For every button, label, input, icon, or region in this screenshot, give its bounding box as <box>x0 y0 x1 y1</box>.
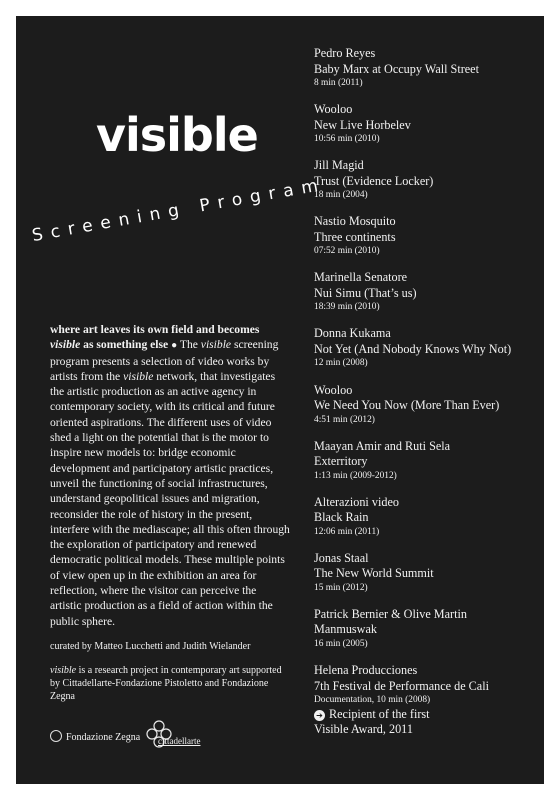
work-duration: 15 min (2012) <box>314 582 368 593</box>
artist-name: Jill Magid <box>314 158 364 173</box>
work-title: Baby Marx at Occupy Wall Street <box>314 61 479 76</box>
award-line-1 <box>314 707 540 723</box>
screening-item <box>314 158 540 202</box>
poster <box>16 16 544 784</box>
artist-name: Nastio Mosquito <box>314 214 396 229</box>
screening-item <box>314 439 540 483</box>
work-title: Trust (Evidence Locker) <box>314 173 434 188</box>
work-title: We Need You Now (More Than Ever) <box>314 398 500 413</box>
intro-lead-text: where art leaves its own field and becomes <box>50 323 260 336</box>
screening-item <box>314 270 540 314</box>
intro-italic-word: visible <box>200 338 232 352</box>
arrow-right-icon: ➔ <box>314 710 325 721</box>
work-title: Manmuswak <box>314 622 377 637</box>
screening-list <box>314 46 540 750</box>
fondazione-zegna-logo <box>50 730 140 743</box>
artist-name: Marinella Senatore <box>314 270 408 285</box>
artist-name: Maayan Amir and Ruti Sela <box>314 438 451 453</box>
screening-item <box>314 663 540 738</box>
intro-paragraph <box>50 322 290 629</box>
artist-name: Pedro Reyes <box>314 46 376 60</box>
intro-lead-end: as something else <box>83 338 169 352</box>
screening-item <box>314 551 540 595</box>
curators-credit: curated by Matteo Lucchetti and Judith Wielander <box>50 641 251 652</box>
screening-item <box>314 102 540 146</box>
work-duration: 1:13 min (2009-2012) <box>314 470 397 481</box>
artist-name: Alterazioni video <box>314 494 399 509</box>
artist-name: Patrick Bernier & Olive Martin <box>314 606 467 621</box>
cittadellarte-logo-text: cittadellarte <box>158 736 201 746</box>
work-title: Exterritory <box>314 454 368 469</box>
work-title: New Live Horbelev <box>314 117 411 132</box>
work-duration: 07:52 min (2010) <box>314 246 380 257</box>
work-duration: 10:56 min (2010) <box>314 134 380 145</box>
work-duration: 16 min (2005) <box>314 638 368 649</box>
work-duration: 18 min (2004) <box>314 190 368 201</box>
work-title: Black Rain <box>314 510 369 525</box>
poster-subtitle: Screening Program <box>30 174 328 246</box>
work-title: Not Yet (And Nobody Knows Why Not) <box>314 341 512 356</box>
intro-text-start: The <box>179 338 198 352</box>
work-duration: 12:06 min (2011) <box>314 526 380 537</box>
bullet-icon: ● <box>171 340 178 352</box>
work-title: Nui Simu (That’s us) <box>314 285 417 300</box>
screening-item <box>314 214 540 258</box>
screening-item <box>314 383 540 427</box>
sponsor-logos <box>50 716 310 756</box>
work-duration: 8 min (2011) <box>314 78 363 88</box>
work-duration: 4:51 min (2012) <box>314 414 375 425</box>
cittadellarte-logo <box>142 716 222 752</box>
zegna-emblem-icon <box>50 730 62 742</box>
artist-name: Helena Producciones <box>314 663 418 678</box>
work-title: 7th Festival de Performance de Cali <box>314 678 489 693</box>
screening-item <box>314 46 540 90</box>
screening-item <box>314 326 540 370</box>
about-italic: visible <box>50 665 77 676</box>
intro-italic-network: visible <box>123 369 154 383</box>
intro-text-body: network, that investigates the artistic production as an active agency in contemporary society, with its critical and future oriented aspirations. The different uses of video shed a light on the potential that is the motor to inspire new models to: bridge economic development and participatory artistic practices, unveil the functioning of social infrastructures, understand geopolitical issues and migration, reconsider the role of history in the present, interfere with the mediascape; all this often through the exploration of participatory and renewed democratic political models. These multiple points of view open up in the exhibition an area for reflection, where the visitor can perceive the artistic production as a field of action within the public sphere. <box>50 369 290 628</box>
intro-text-middle: screening program presents a selection of video works by artists from the <box>50 338 279 383</box>
about-project <box>50 664 290 703</box>
artist-name: Wooloo <box>314 382 353 397</box>
intro-lead-italic: visible <box>50 338 81 352</box>
screening-item <box>314 607 540 651</box>
work-duration: Documentation, 10 min (2008) <box>314 695 431 706</box>
zegna-logo-text: Fondazione Zegna <box>66 732 141 743</box>
work-duration: 12 min (2008) <box>314 358 368 369</box>
artist-name: Wooloo <box>314 102 353 117</box>
work-title: The New World Summit <box>314 566 434 581</box>
work-title: Three continents <box>314 229 396 244</box>
screening-item <box>314 495 540 539</box>
artist-name: Donna Kukama <box>314 326 391 341</box>
artist-name: Jonas Staal <box>314 550 369 565</box>
award-line-2: Visible Award, 2011 <box>314 722 413 737</box>
poster-title: visible <box>96 108 258 162</box>
work-duration: 18:39 min (2010) <box>314 302 380 313</box>
award-text: Recipient of the first <box>329 706 430 721</box>
about-text: is a research project in contemporary art supported by Cittadellarte-Fondazione Pistoletto and Fondazione Zegna <box>50 665 282 702</box>
